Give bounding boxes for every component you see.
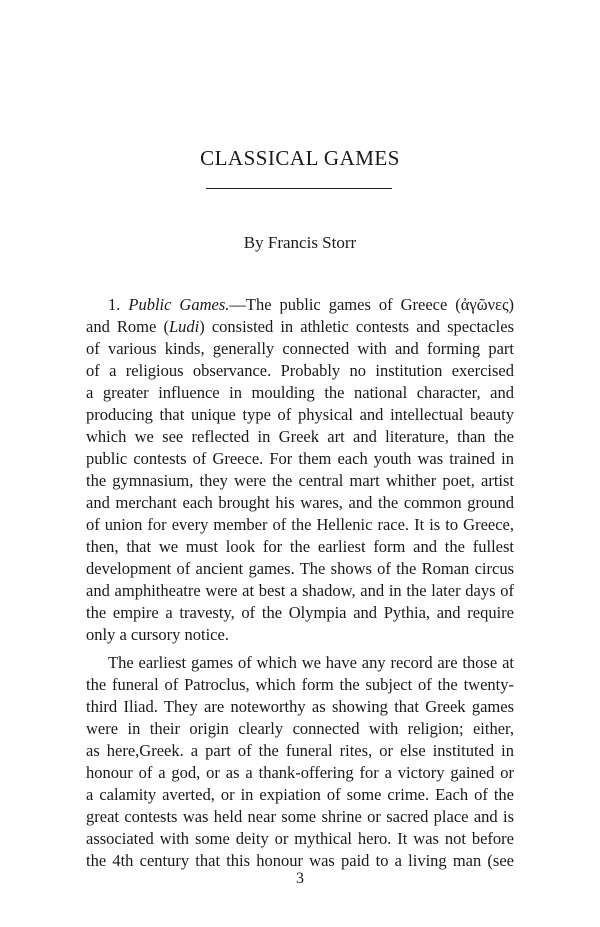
text-line	[86, 492, 514, 514]
text-segment: a greater influence in moulding the national character, and	[86, 383, 514, 402]
text-segment: the empire a travesty, of the Olympia and Pythia, and require	[86, 603, 514, 622]
paragraph	[86, 294, 514, 646]
text-line	[86, 448, 514, 470]
text-segment: development of ancient games. The shows of the Roman circus	[86, 559, 514, 578]
text-segment: which we see reflected in Greek art and literature, than the	[86, 427, 514, 446]
text-segment: of a religious observance. Probably no institution exercised	[86, 361, 514, 380]
text-line	[86, 674, 514, 696]
text-segment: only a cursory notice.	[86, 625, 229, 644]
text-line	[86, 828, 514, 850]
text-segment: as here,Greek. a part of the funeral rites, or else instituted in	[86, 741, 514, 760]
chapter-title: CLASSICAL GAMES	[200, 146, 400, 170]
text-line	[86, 558, 514, 580]
text-line	[86, 426, 514, 448]
text-segment: ) consisted in athletic contests and spectacles	[199, 317, 515, 336]
text-line	[86, 784, 514, 806]
page-number: 3	[296, 870, 304, 887]
text-segment: public contests of Greece. For them each youth was trained in	[86, 449, 514, 468]
text-segment: honour of a god, or as a thank-offering for a victory gained or	[86, 763, 514, 782]
text-segment: and Rome (	[86, 317, 169, 336]
text-segment: were in their origin clearly connected with religion; either,	[86, 719, 514, 738]
text-line	[86, 652, 514, 674]
author-byline: By Francis Storr	[243, 233, 357, 252]
text-line	[86, 718, 514, 740]
text-segment: third Iliad. They are noteworthy as showing that Greek games	[86, 697, 514, 716]
text-line	[86, 514, 514, 536]
italic-text: Public Games.	[128, 295, 230, 314]
text-segment: of union for every member of the Hellenic race. It is to Greece,	[86, 515, 514, 534]
text-line	[86, 382, 514, 404]
text-line	[86, 762, 514, 784]
body-text	[86, 294, 514, 872]
text-segment: the gymnasium, they were the central mart whither poet, artist	[86, 471, 514, 490]
text-segment: —The public games of Greece (ἀγῶνες)	[229, 295, 514, 314]
text-line	[86, 580, 514, 602]
text-line	[86, 316, 514, 338]
text-segment: great contests was held near some shrine or sacred place and is	[86, 807, 514, 826]
text-segment: the 4th century that this honour was paid to a living man (see	[86, 851, 514, 870]
paragraph	[86, 652, 514, 872]
text-line	[86, 536, 514, 558]
text-segment: 1.	[108, 295, 129, 314]
text-segment: and amphitheatre were at best a shadow, and in the later days of	[86, 581, 514, 600]
italic-text: Ludi	[168, 317, 200, 336]
text-segment: associated with some deity or mythical hero. It was not before	[86, 829, 514, 848]
text-segment: then, that we must look for the earliest form and the fullest	[86, 537, 514, 556]
text-segment: a calamity averted, or in expiation of some crime. Each of the	[86, 785, 514, 804]
text-line	[86, 404, 514, 426]
text-line	[86, 602, 514, 624]
text-line	[86, 338, 514, 360]
text-segment: of various kinds, generally connected with and forming part	[86, 339, 514, 358]
text-line	[86, 624, 514, 646]
text-line	[86, 360, 514, 382]
title-rule	[206, 188, 392, 189]
text-line	[86, 740, 514, 762]
text-segment: the funeral of Patroclus, which form the subject of the twenty-	[86, 675, 514, 694]
text-line	[86, 696, 514, 718]
text-segment: producing that unique type of physical and intellectual beauty	[86, 405, 514, 424]
text-line	[86, 470, 514, 492]
text-segment: and merchant each brought his wares, and the common ground	[86, 493, 514, 512]
text-segment: The earliest games of which we have any record are those at	[108, 653, 514, 672]
text-line	[86, 806, 514, 828]
text-line	[86, 294, 514, 316]
